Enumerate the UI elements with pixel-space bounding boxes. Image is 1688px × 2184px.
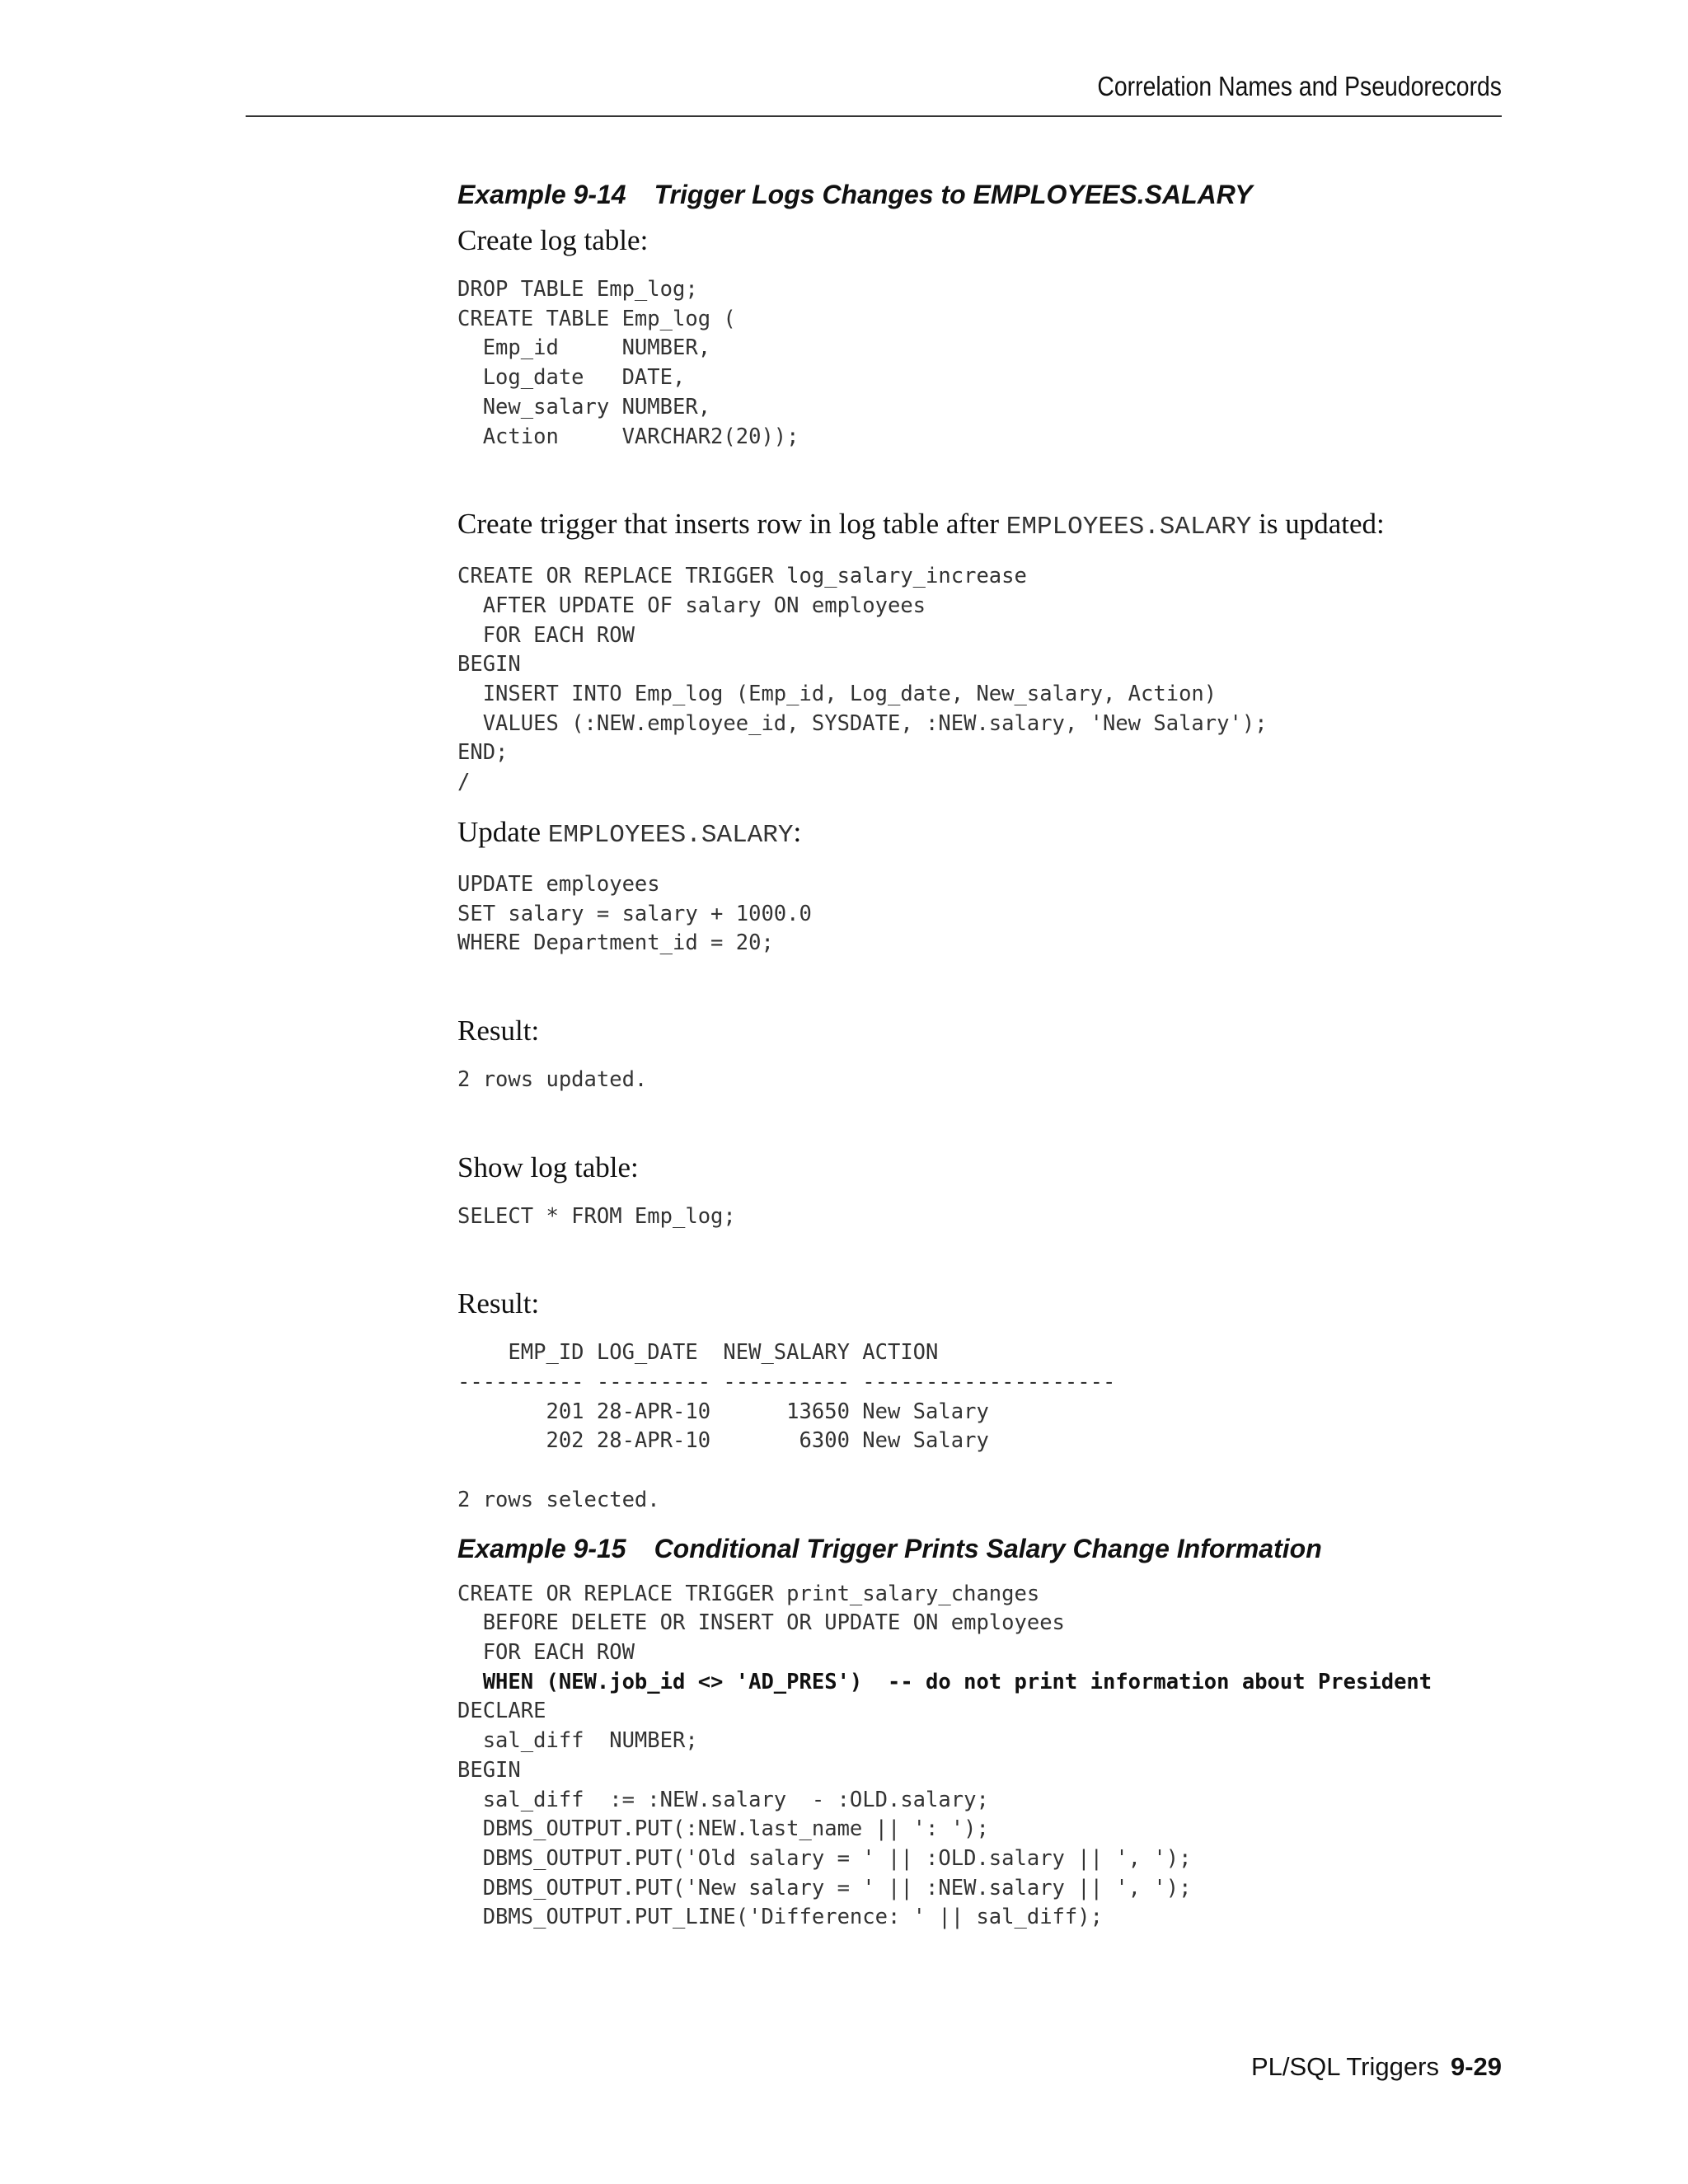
example-title-text: Conditional Trigger Prints Salary Change Information xyxy=(654,1533,1322,1563)
label-inline-code: EMPLOYEES.SALARY xyxy=(547,820,794,850)
page-content xyxy=(457,176,1504,1933)
code-lines: DECLARE sal_diff NUMBER; BEGIN sal_diff := :NEW.salary - :OLD.salary; DBMS_OUTPUT.PUT(:NEW.last_name || ': '); DBMS_OUTPUT.PUT('Old salary = ' || :OLD.salary || ', '); DBMS_OUTPUT.PUT('New salary = ' || :NEW.salary || ', '); DBMS_OUTPUT.PUT_LINE('Difference: ' || sal_diff); xyxy=(457,1699,1192,1930)
step-create-trigger-label xyxy=(457,506,1504,546)
step-update-label xyxy=(457,814,1504,854)
step-create-log-table-label: Create log table: xyxy=(457,224,649,256)
page-footer xyxy=(989,2052,1502,2082)
code-create-trigger: CREATE OR REPLACE TRIGGER log_salary_increase AFTER UPDATE OF salary ON employees FOR EACH ROW BEGIN INSERT INTO Emp_log (Emp_id, Log_date, New_salary, Action) VALUES (:NEW.employee_id, SYSDATE, :NEW.salary, 'New Salary'); END; / xyxy=(457,564,1268,795)
footer-page-number: 9-29 xyxy=(1450,2052,1502,2081)
code-update-employees: UPDATE employees SET salary = salary + 1000.0 WHERE Department_id = 20; xyxy=(457,871,812,956)
label-text: Update xyxy=(457,815,548,848)
label-inline-code: EMPLOYEES.SALARY xyxy=(1006,513,1252,542)
code-print-salary-changes-trigger xyxy=(457,1580,1504,1933)
code-create-log-table: DROP TABLE Emp_log; CREATE TABLE Emp_log ( Emp_id NUMBER, Log_date DATE, New_salary NUMBER, Action VARCHAR2(20)); xyxy=(457,277,799,449)
step-show-log-table-label: Show log table: xyxy=(457,1151,639,1183)
footer-chapter: PL/SQL Triggers xyxy=(1250,2052,1439,2081)
label-text: is updated: xyxy=(1251,508,1385,541)
label-text: : xyxy=(793,815,802,848)
example-title-text: Trigger Logs Changes to EMPLOYEES.SALARY xyxy=(654,180,1253,209)
code-line-when-clause: WHEN (NEW.job_id <> 'AD_PRES') -- do not print information about President xyxy=(457,1669,1432,1694)
running-header: Correlation Names and Pseudorecords xyxy=(1097,71,1502,101)
label-text: Create trigger that inserts row in log table after xyxy=(457,508,1006,541)
code-result-log-table: EMP_ID LOG_DATE NEW_SALARY ACTION ---------- --------- ---------- -------------------- 201 28-APR-10 13650 New Salary 202 28-APR-10 6300 New Salary 2 rows selected. xyxy=(457,1340,1116,1512)
example-number: Example 9-15 xyxy=(457,1533,626,1563)
example-9-15-title xyxy=(457,1530,1504,1567)
code-lines: CREATE OR REPLACE TRIGGER print_salary_changes BEFORE DELETE OR INSERT OR UPDATE ON employees FOR EACH ROW xyxy=(457,1581,1065,1665)
result-label: Result: xyxy=(457,1287,540,1320)
example-9-14-title xyxy=(457,176,1504,213)
example-number: Example 9-14 xyxy=(457,180,626,209)
code-select-emp-log: SELECT * FROM Emp_log; xyxy=(457,1203,736,1229)
result-label: Result: xyxy=(457,1014,540,1047)
header-rule xyxy=(246,115,1502,117)
code-result-rows-updated: 2 rows updated. xyxy=(457,1066,648,1092)
